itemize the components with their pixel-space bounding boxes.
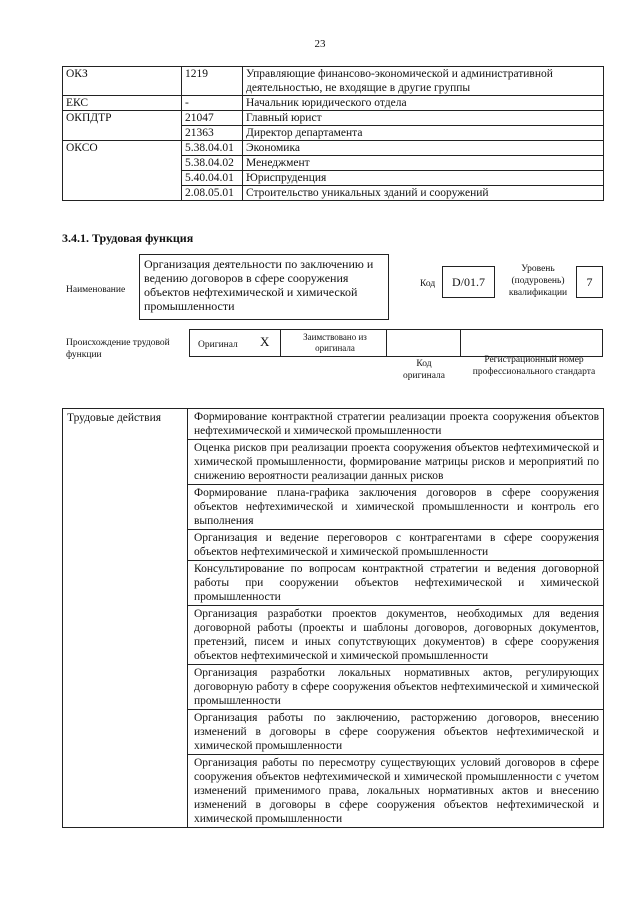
labor-action-item: Оценка рисков при реализации проекта сооружения объектов нефтехимической и химической промышленности, формирование матрицы рисков и мероприятий по снижению вероятности реализации данных рисков bbox=[188, 440, 604, 485]
labor-action-item: Организация разработки локальных нормативных актов, регулирующих договорную работу в сфере сооружения объектов нефтехимической и химической промышленности bbox=[188, 665, 604, 710]
labor-action-item: Организация разработки проектов документов, необходимых для ведения договорной работы (проекты и шаблоны договоров, договорных документов, претензий, писем и иных сопутствующих документов) в сфере сооружения объектов нефтехимической и химической промышленности bbox=[188, 606, 604, 665]
labor-action-item: Формирование плана-графика заключения договоров в сфере сооружения объектов нефтехимической и химической промышленности и контроль его выполнения bbox=[188, 485, 604, 530]
original-cell bbox=[189, 329, 281, 357]
qualification-level-label: Уровень (подуровень) квалификации bbox=[508, 264, 568, 298]
classifier-row bbox=[63, 96, 604, 111]
classifier-code: 21363 bbox=[182, 126, 243, 141]
classifier-row bbox=[63, 111, 604, 126]
page-number: 23 bbox=[314, 38, 326, 50]
function-name: Организация деятельности по заключению и ведению договоров в сфере сооружения объектов нефтехимической и химической промышленности bbox=[139, 254, 389, 320]
classifier-title: Начальник юридического отдела bbox=[243, 96, 604, 111]
labor-action-item: Консультирование по вопросам контрактной стратегии и ведения договорной работы при сооружении объектов нефтехимической и химической промышленности bbox=[188, 561, 604, 606]
labor-action-item: Формирование контрактной стратегии реализации проекта сооружения объектов нефтехимической и химической промышленности bbox=[188, 409, 604, 440]
classifier-title: Директор департамента bbox=[243, 126, 604, 141]
classifier-row bbox=[63, 141, 604, 156]
labor-action-row bbox=[63, 409, 604, 440]
classifier-name: ОКСО bbox=[63, 141, 182, 201]
original-code-cell bbox=[386, 329, 461, 357]
classifier-title: Юриспруденция bbox=[243, 171, 604, 186]
classifier-title: Экономика bbox=[243, 141, 604, 156]
section-title: 3.4.1. Трудовая функция bbox=[62, 231, 194, 245]
original-mark: X bbox=[260, 334, 270, 349]
classifier-code: 1219 bbox=[182, 67, 243, 96]
classifier-title: Главный юрист bbox=[243, 111, 604, 126]
classifier-code: 5.38.04.02 bbox=[182, 156, 243, 171]
classifier-title: Менеджмент bbox=[243, 156, 604, 171]
labor-action-item: Организация работы по заключению, расторжению договоров, внесению изменений в договоры в сфере сооружения объектов нефтехимической и химической промышленности bbox=[188, 710, 604, 755]
borrowed-cell bbox=[280, 329, 387, 357]
registration-number-cell bbox=[460, 329, 603, 357]
original-label: Оригинал bbox=[198, 340, 238, 350]
classifier-table bbox=[62, 66, 604, 201]
registration-number-caption: Регистрационный номер профессионального стандарта bbox=[472, 355, 596, 377]
classifier-name: ОКЗ bbox=[63, 67, 182, 96]
classifier-code: 2.08.05.01 bbox=[182, 186, 243, 201]
classifier-name: ЕКС bbox=[63, 96, 182, 111]
labor-actions-label: Трудовые действия bbox=[63, 409, 188, 828]
qualification-level: 7 bbox=[576, 266, 603, 298]
classifier-code: 5.38.04.01 bbox=[182, 141, 243, 156]
labor-action-item: Организация работы по пересмотру существующих условий договоров в сфере сооружения объектов нефтехимической и химической промышленности с учетом изменений применимого права, локальных нормативных актов и внесению изменений в договоры в сфере сооружения объектов нефтехимической и химической промышленности bbox=[188, 755, 604, 828]
classifier-code: 21047 bbox=[182, 111, 243, 126]
function-code-label: Код bbox=[420, 279, 436, 289]
classifier-title: Управляющие финансово-экономической и административной деятельностью, не входящие в другие группы bbox=[243, 67, 604, 96]
classifier-code: 5.40.04.01 bbox=[182, 171, 243, 186]
classifier-title: Строительство уникальных зданий и сооружений bbox=[243, 186, 604, 201]
origin-label: Происхождение трудовой функции bbox=[66, 338, 170, 360]
original-code-caption: Код оригинала bbox=[403, 359, 445, 381]
borrowed-label: Заимствовано из оригинала bbox=[303, 332, 367, 353]
function-name-label: Наименование bbox=[66, 285, 126, 295]
classifier-name: ОКПДТР bbox=[63, 111, 182, 141]
labor-action-item: Организация и ведение переговоров с контрагентами в сфере сооружения объектов нефтехимической и химической промышленности bbox=[188, 530, 604, 561]
classifier-row bbox=[63, 67, 604, 96]
function-code: D/01.7 bbox=[442, 266, 495, 298]
classifier-code: - bbox=[182, 96, 243, 111]
labor-actions-table bbox=[62, 408, 604, 828]
